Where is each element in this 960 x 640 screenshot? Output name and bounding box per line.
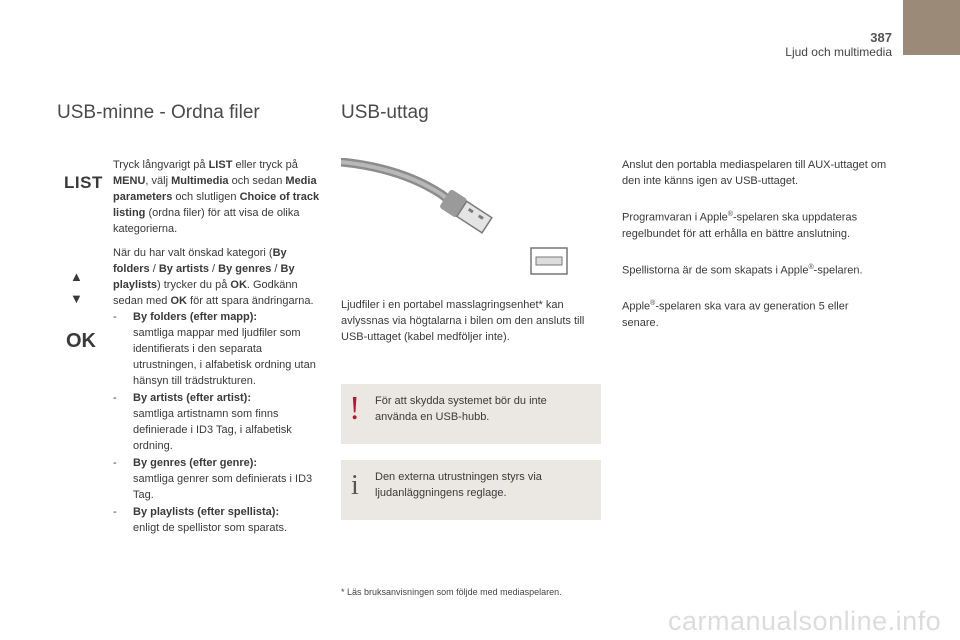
usb-cable-illustration <box>341 158 601 282</box>
paragraph-aux: Anslut den portabla mediaspelaren till AUX-uttaget om den inte känns igen av USB-uttaget. <box>622 159 887 187</box>
chapter-tab <box>903 0 960 55</box>
right-text-block <box>622 157 887 331</box>
list-item: - By folders (efter mapp): samtliga mappar med ljudfiler som identifierats i den separata utrustningen, i alfabetisk ordning utan hänsyn till trädstrukturen. <box>113 311 316 387</box>
list-item: - By genres (efter genre): samtliga genrer som definierats i ID3 Tag. <box>113 457 313 501</box>
paragraph-apple-generation: Apple®-spelaren ska vara av generation 5 eller senare. <box>622 300 849 329</box>
paragraph-apple-software: Programvaran i Apple®-spelaren ska uppdateras regelbundet för att erhålla en bättre anslutning. <box>622 211 858 240</box>
page-number: 387 <box>870 30 892 45</box>
chapter-title: Ljud och multimedia <box>785 45 892 59</box>
watermark: carmanualsonline.info <box>668 606 942 636</box>
footnote: * Läs bruksanvisningen som följde med mediaspelaren. <box>341 587 562 597</box>
list-key-icon: LIST <box>64 173 103 192</box>
paragraph-playlists: Spellistorna är de som skapats i Apple®-spelaren. <box>622 263 863 277</box>
warning-text: För att skydda systemet bör du inte använda en USB-hubb. <box>375 395 547 423</box>
usb-description: Ljudfiler i en portabel masslagringsenhet* kan avlyssnas via högtalarna i bilen om den ansluts till USB-uttaget (kabel medföljer inte). <box>341 299 585 343</box>
info-icon: i <box>351 470 359 501</box>
ok-key-icon: OK <box>66 330 96 352</box>
paragraph-category-selection: När du har valt önskad kategori (By folders / By artists / By genres / By playlists) trycker du på OK. Godkänn sedan med OK för att spara ändringarna. <box>113 247 314 307</box>
left-text-block <box>113 157 323 537</box>
list-item: - By artists (efter artist): samtliga artistnamn som finns definierade i ID3 Tag, i alfabetisk ordning. <box>113 392 292 452</box>
warning-note <box>341 384 601 444</box>
info-note <box>341 460 601 520</box>
section-title-usb-uttag: USB-uttag <box>341 102 429 123</box>
warning-icon: ! <box>349 390 361 427</box>
info-text: Den externa utrustningen styrs via ljudanläggningens reglage. <box>375 471 542 499</box>
list-item: - By playlists (efter spellista): enligt de spellistor som sparats. <box>113 506 288 534</box>
category-list <box>113 309 323 536</box>
up-down-arrows-icon: ▲ ▼ <box>70 269 83 306</box>
paragraph-list-instructions: Tryck långvarigt på LIST eller tryck på MENU, välj Multimedia och sedan Media parameters och slutligen Choice of track listing (ordna filer) för att visa de olika kategorierna. <box>113 159 320 235</box>
section-title-usb-minne: USB-minne - Ordna filer <box>57 102 260 123</box>
